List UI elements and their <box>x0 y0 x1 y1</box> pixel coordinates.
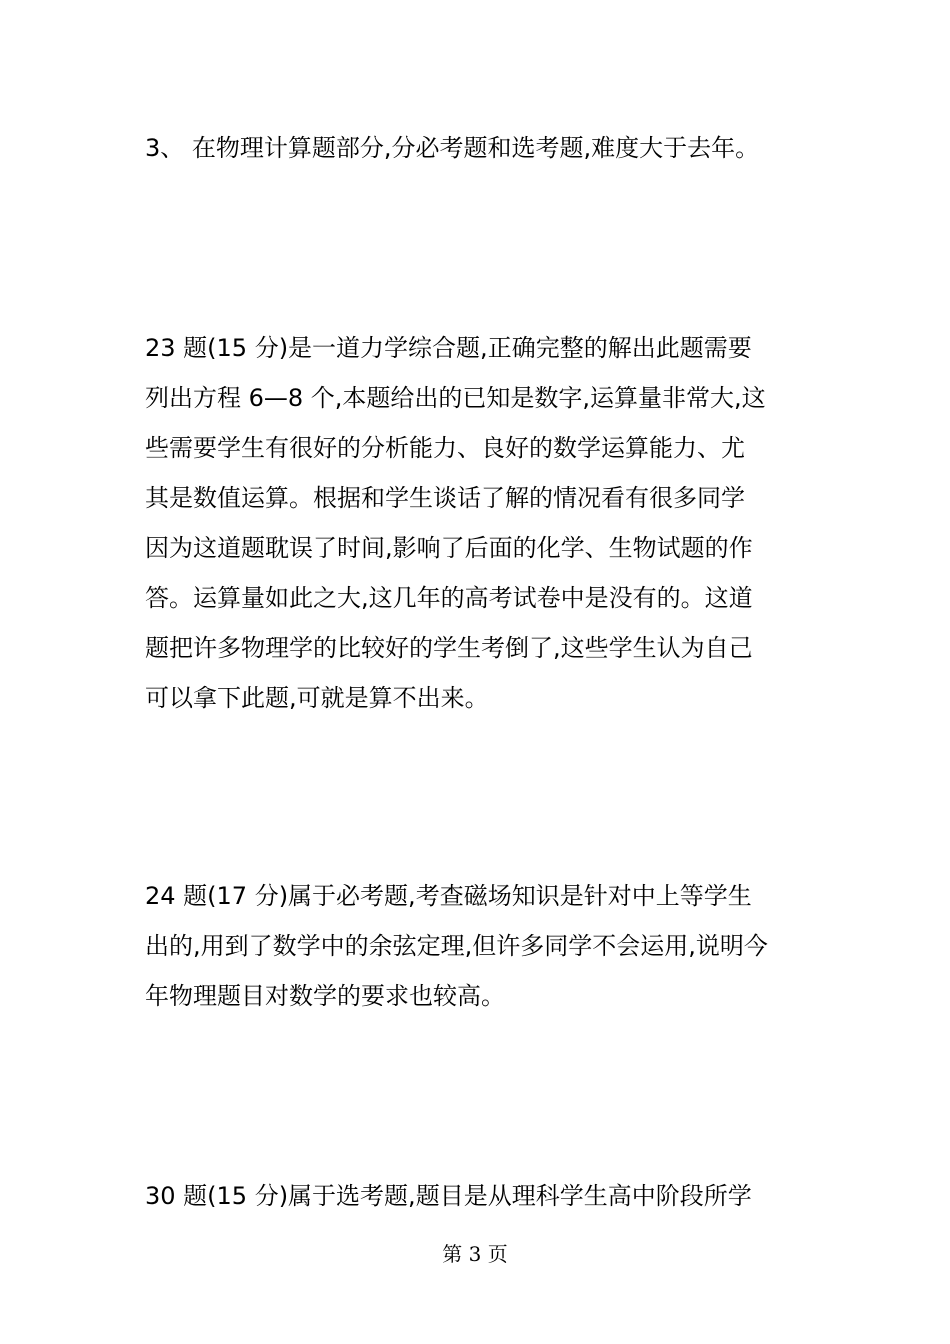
paragraph-3-line-3: 年物理题目对数学的要求也较高。 <box>145 982 505 1010</box>
paragraph-2-line-6: 答。运算量如此之大,这几年的高考试卷中是没有的。这道 <box>145 584 753 612</box>
page-number-footer: 第 3 页 <box>442 1242 508 1266</box>
paragraph-1-line-1: 3、 在物理计算题部分,分必考题和选考题,难度大于去年。 <box>145 134 760 162</box>
paragraph-2-line-5: 因为这道题耽误了时间,影响了后面的化学、生物试题的作 <box>145 534 753 562</box>
paragraph-2-line-2: 列出方程 6—8 个,本题给出的已知是数字,运算量非常大,这 <box>145 384 766 412</box>
paragraph-2-line-7: 题把许多物理学的比较好的学生考倒了,这些学生认为自己 <box>145 634 753 662</box>
paragraph-2-line-3: 些需要学生有很好的分析能力、良好的数学运算能力、尤 <box>145 434 745 462</box>
paragraph-3-line-2: 出的,用到了数学中的余弦定理,但许多同学不会运用,说明今 <box>145 932 768 960</box>
paragraph-4-line-1: 30 题(15 分)属于选考题,题目是从理科学生高中阶段所学 <box>145 1182 752 1210</box>
paragraph-2-line-1: 23 题(15 分)是一道力学综合题,正确完整的解出此题需要 <box>145 334 752 362</box>
paragraph-2-line-4: 其是数值运算。根据和学生谈话了解的情况看有很多同学 <box>145 484 745 512</box>
paragraph-3-line-1: 24 题(17 分)属于必考题,考查磁场知识是针对中上等学生 <box>145 882 752 910</box>
paragraph-2-line-8: 可以拿下此题,可就是算不出来。 <box>145 684 489 712</box>
